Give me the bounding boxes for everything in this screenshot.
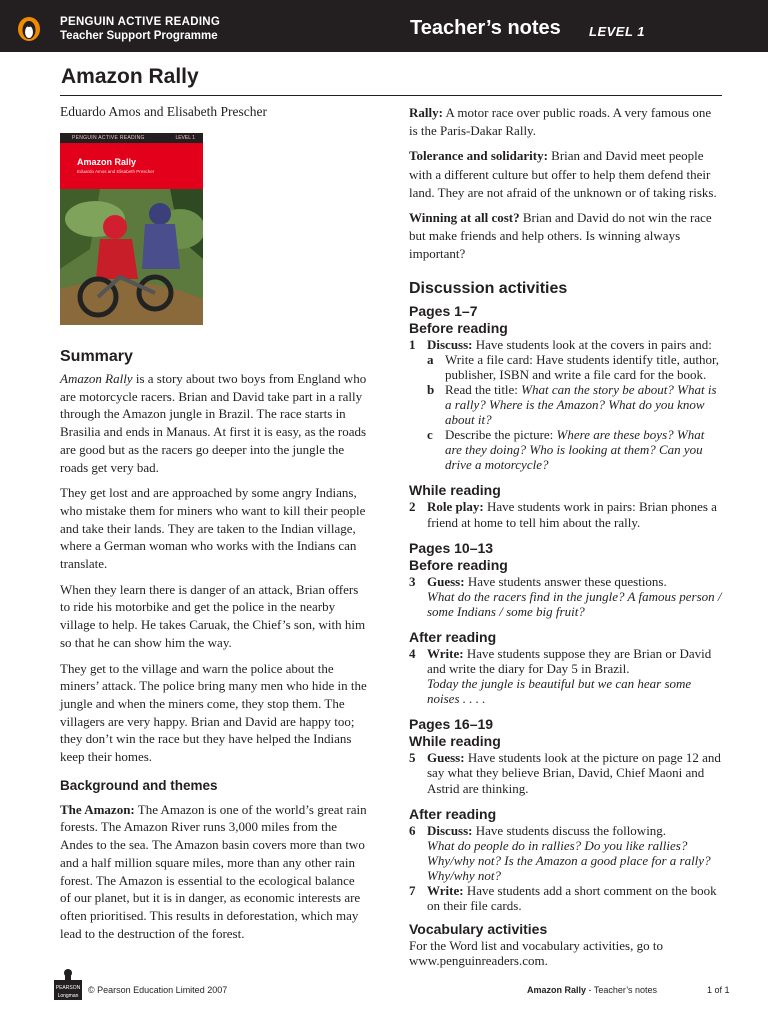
pages-16-19-heading: Pages 16–19 (409, 716, 494, 733)
cover-subtitle: Eduardo Amos and Elisabeth Prescher (77, 169, 155, 174)
activity-item-1 (409, 337, 722, 473)
right-column (409, 104, 722, 968)
subitem-letter: b (427, 381, 435, 397)
summary-paragraph-4: They get to the village and warn the police about the miners’ attack. The police bring many men who hide in the jungle and when the miners come, they stop them. The villagers are very happy. Brian and David are happy too; they don’t win the race but they have helped the Indians keep their homes. (60, 660, 367, 765)
winning-text: Brian and David do not win the race but make friends and help others. Is winning always important? (409, 210, 712, 262)
after-reading-heading-2: After reading (409, 805, 497, 822)
activity-item-4 (409, 646, 722, 706)
activity-subitem-c (427, 427, 722, 472)
brand-line1: PENGUIN ACTIVE READING (60, 16, 221, 28)
item-number: 2 (409, 499, 416, 515)
summary-book-title: Amazon Rally (60, 371, 133, 386)
item-label: Discuss: (427, 822, 473, 838)
discussion-heading: Discussion activities (409, 279, 568, 297)
before-reading-heading-1: Before reading (409, 319, 508, 336)
penguin-logo-icon (18, 17, 40, 41)
pages-1-7-heading: Pages 1–7 (409, 302, 478, 319)
book-cover-image (60, 133, 203, 325)
item-italic: What do the racers find in the jungle? A famous person / some Indians / some big fruit? (427, 588, 722, 619)
item-number: 7 (409, 882, 416, 898)
amazon-text: The Amazon is one of the world’s great rain forests. The Amazon River runs 3,000 miles from the Andes to the sea. The Amazon basin covers more than two and a half million square miles, more than any other rain forest. The Amazon is essential to the ecological balance of our planet, but it is in danger, as economic interests are often prioritised. This results in deforestation, which may lead to the destruction of the forest. (60, 801, 367, 941)
item-number: 3 (409, 573, 416, 589)
vocabulary-heading: Vocabulary activities (409, 921, 548, 938)
cover-title: Amazon Rally (77, 157, 137, 167)
item-label: Guess: (427, 750, 465, 766)
title-divider (60, 95, 722, 96)
item-number: 1 (409, 336, 416, 352)
before-reading-heading-2: Before reading (409, 556, 508, 573)
item-label: Write: (427, 645, 464, 661)
summary-paragraph-3: When they learn there is danger of an attack, Brian offers to ride his motorbike and get the police in the nearby village to help. He takes Caruak, the Chief’s son, with him so that he can show him the way. (60, 581, 366, 650)
authors: Eduardo Amos and Elisabeth Prescher (60, 104, 267, 119)
amazon-paragraph (60, 801, 367, 943)
item-text: Have students look at the covers in pairs and: (472, 336, 712, 352)
activity-item-6 (409, 823, 722, 883)
footer-copyright: © Pearson Education Limited 2007 (88, 985, 228, 995)
tolerance-text: Brian and David meet people with a different culture but offer to help them defend their land. They are not afraid of the unknown or of taking risks. (409, 148, 717, 200)
rally-text: A motor race over public roads. A very famous one is the Paris-Dakar Rally. (409, 105, 712, 139)
subitem-letter: c (427, 427, 433, 443)
header-level: LEVEL 1 (589, 24, 646, 39)
while-reading-heading-2: While reading (409, 733, 501, 750)
activity-item-5 (409, 750, 722, 795)
footer-title-suffix: - Teacher’s notes (586, 985, 658, 995)
cover-level: LEVEL 1 (175, 135, 195, 141)
item-number: 6 (409, 822, 416, 838)
cover-illustration (60, 189, 203, 325)
subitem-letter: a (427, 351, 434, 367)
while-reading-heading-1: While reading (409, 482, 501, 499)
brand-block (60, 15, 220, 43)
subitem-text: Read the title: (445, 381, 522, 397)
activity-item-2 (409, 499, 722, 529)
tolerance-paragraph (409, 147, 722, 202)
summary-p1-text: is a story about two boys from England who are motorcycle racers. Brian and David take part in a rally through the Amazon jungle in Brazil. The race starts in Brasilia and ends in Manaus. At first it is easy, as the roads are good but as the racers go deeper into the jungle the roads get very bad. (60, 371, 367, 475)
item-text: Have students work in pairs: Brian phones a friend at home to tell him about the rally. (427, 499, 717, 530)
summary-paragraph-1 (60, 370, 367, 476)
item-italic: What do people do in rallies? Do you like rallies? Why/why not? Is the Amazon a good place for a rally? Why/why not? (427, 837, 711, 883)
background-heading: Background and themes (60, 777, 218, 793)
item-number: 4 (409, 645, 416, 661)
rally-label: Rally: (409, 105, 443, 120)
cover-series: PENGUIN ACTIVE READING (72, 135, 145, 141)
pages-10-13-heading: Pages 10–13 (409, 539, 494, 556)
vocabulary-text: For the Word list and vocabulary activities, go to www.penguinreaders.com. (409, 938, 663, 969)
item-text: Have students discuss the following. (472, 822, 667, 838)
header-bar (0, 0, 768, 52)
summary-heading: Summary (60, 348, 133, 365)
brand-line2: Teacher Support Programme (60, 30, 218, 42)
item-label: Guess: (427, 573, 465, 589)
activity-subitem-a (427, 352, 722, 382)
header-title: Teacher’s notes (410, 17, 561, 39)
footer-page-number: 1 of 1 (707, 985, 730, 995)
page-title: Amazon Rally (61, 65, 199, 88)
activity-item-7 (409, 883, 722, 913)
subitem-italic: Where are these boys? What are they doing? Who is looking at them? Can you drive a motorcycle? (445, 427, 705, 473)
item-text: Have students look at the picture on page 12 and say what they believe Brian, David, Chief Maoni and Astrid are thinking. (427, 750, 721, 796)
logo-text-longman: Longman (57, 993, 79, 999)
item-text: Have students add a short comment on the book on their file cards. (427, 882, 717, 914)
subitem-text: Describe the picture: (445, 427, 557, 443)
footer-doc-title (527, 985, 657, 995)
pearson-logo-icon (54, 968, 82, 1000)
after-reading-heading-1: After reading (409, 628, 497, 645)
winning-paragraph (409, 209, 722, 264)
item-text: Have students answer these questions. (464, 573, 667, 589)
rally-paragraph (409, 104, 722, 140)
activity-item-3 (409, 574, 722, 619)
item-text: Have students suppose they are Brian or David and write the diary for Day 5 in Brazil. (427, 645, 712, 677)
item-italic: Today the jungle is beautiful but we can hear some noises . . . . (427, 676, 692, 707)
item-number: 5 (409, 750, 416, 766)
winning-label: Winning at all cost? (409, 210, 520, 226)
tolerance-label: Tolerance and solidarity: (409, 148, 548, 164)
amazon-label: The Amazon: (60, 801, 135, 817)
activity-subitem-b (427, 382, 722, 427)
logo-text-pearson: PEARSON (55, 985, 81, 991)
subitem-italic: What can the story be about? What is a rally? Where is the Amazon? What do you know about it? (445, 381, 717, 428)
item-label: Discuss: (427, 336, 473, 352)
footer-title-bold: Amazon Rally (527, 985, 587, 995)
left-column (60, 104, 367, 950)
item-label: Role play: (427, 499, 484, 515)
summary-paragraph-2: They get lost and are approached by some angry Indians, who mistake them for miners who want to kill their people and take their lands. They are taken to the Indian village, where a German woman who works with the Indians can translate. (60, 485, 366, 572)
subitem-text: Write a file card: Have students identify title, author, publisher, ISBN and write a file card for the book. (445, 351, 720, 382)
item-label: Write: (427, 882, 464, 898)
